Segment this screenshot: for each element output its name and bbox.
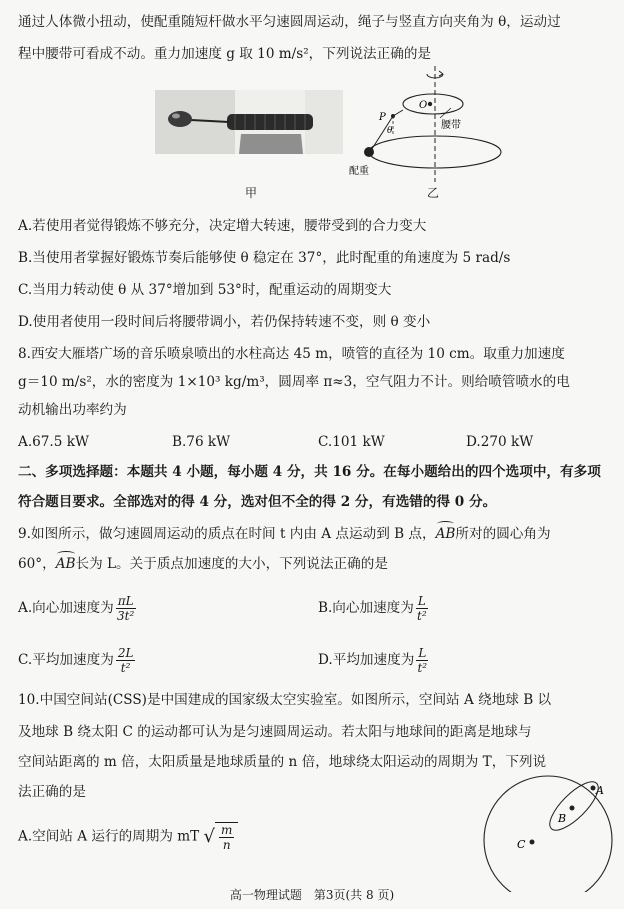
q10-a-numerator: m xyxy=(221,823,233,837)
q7-option-a: A.若使用者觉得锻炼不够充分，决定增大转速，腰带受到的合力变大 xyxy=(18,218,427,234)
q9-a-numerator: πL xyxy=(117,594,134,608)
label-B: B xyxy=(558,812,567,825)
q9-a-denominator: 3t² xyxy=(116,609,135,623)
q9-c-fraction xyxy=(116,646,136,675)
q9-a-label: A.向心加速度为 xyxy=(18,600,114,616)
label-belt: 腰带 xyxy=(441,120,461,131)
q7-option-b: B.当使用者掌握好锻炼节奏后能够使 θ 稳定在 37°，此时配重的角速度为 5 rad/s xyxy=(18,250,511,266)
section2-heading-line1: 二、多项选择题：本题共 4 小题，每小题 4 分，共 16 分。在每小题给出的四个选项中，有多项 xyxy=(18,464,601,480)
caption-right: 乙 xyxy=(427,186,440,200)
q9-b-denominator: t² xyxy=(417,609,427,623)
q8-option-d: D.270 kW xyxy=(466,434,534,450)
label-P: P xyxy=(379,112,386,123)
q8-stem-line3: 动机输出功率约为 xyxy=(18,402,127,418)
figure-diagram xyxy=(345,60,515,188)
q8-stem-line1: 8.西安大雁塔广场的音乐喷泉喷出的水柱高达 45 m，喷管的直径为 10 cm。取重力加速度 xyxy=(18,346,565,362)
q10-a-denominator: n xyxy=(222,838,231,852)
q10-option-a xyxy=(18,822,238,852)
label-weight: 配重 xyxy=(349,166,369,177)
q9-d-label: D.平均加速度为 xyxy=(318,652,415,668)
q9-stem-2b: 长为 L。关于质点加速度的大小，下列说法正确的是 xyxy=(75,556,388,572)
q8-stem-line2: g＝10 m/s²，水的密度为 1×10³ kg/m³，圆周率 π≈3，空气阻力不计。则给喷管喷水的电 xyxy=(18,374,570,390)
q9-stem-line2 xyxy=(18,554,388,574)
page-footer: 高一物理试题 第3页(共 8 页) xyxy=(229,888,395,902)
label-theta: θ xyxy=(387,126,393,136)
q7-option-c: C.当用力转动使 θ 从 37°增加到 53°时，配重运动的周期变大 xyxy=(18,282,392,298)
label-A: A xyxy=(596,784,604,797)
arc-ab-2: AB xyxy=(55,556,76,572)
q8-option-a: A.67.5 kW xyxy=(18,434,89,450)
q9-b-label: B.向心加速度为 xyxy=(318,600,414,616)
q10-a-sqrt: √ $\frac{m}{n}$ xyxy=(204,822,239,852)
q7-stem-line1: 通过人体微小扭动，使配重随短杆做水平匀速圆周运动，绳子与竖直方向夹角为 θ，运动过 xyxy=(18,14,561,30)
label-C: C xyxy=(517,838,526,851)
q9-option-b xyxy=(318,594,430,623)
label-O: O xyxy=(419,100,428,111)
q9-stem-1a: 9.如图所示，做匀速圆周运动的质点在时间 t 内由 A 点运动到 B 点， xyxy=(18,526,436,542)
q9-b-numerator: L xyxy=(417,594,426,608)
q9-option-d xyxy=(318,646,430,675)
q7-option-d: D.使用者使用一段时间后将腰带调小，若仍保持转速不变，则 θ 变小 xyxy=(18,314,431,330)
q9-c-label: C.平均加速度为 xyxy=(18,652,114,668)
q7-stem-line2: 程中腰带可看成不动。重力加速度 g 取 10 m/s²，下列说法正确的是 xyxy=(18,46,432,62)
arc-ab: AB xyxy=(435,526,456,542)
q9-a-fraction xyxy=(116,594,136,623)
q9-stem-1b: 所对的圆心角为 xyxy=(455,526,551,542)
q10-stem-line2: 及地球 B 绕太阳 C 的运动都可认为是匀速圆周运动。若太阳与地球间的距离是地球与 xyxy=(18,724,532,740)
q9-d-numerator: L xyxy=(418,646,427,660)
q9-d-denominator: t² xyxy=(417,661,428,675)
section2-heading-line2: 符合题目要求。全部选对的得 4 分，选对但不全的得 2 分，有选错的得 0 分。 xyxy=(18,494,497,510)
q8-option-b: B.76 kW xyxy=(172,434,231,450)
q10-stem-line4: 法正确的是 xyxy=(18,784,86,800)
q9-stem-2a: 60°， xyxy=(18,556,56,572)
q9-c-numerator: 2L xyxy=(117,646,134,660)
q10-stem-line3: 空间站距离的 m 倍，太阳质量是地球质量的 n 倍，地球绕太阳运动的周期为 T，下列说 xyxy=(18,754,547,770)
q10-stem-line1: 10.中国空间站(CSS)是中国建成的国家级太空实验室。如图所示，空间站 A 绕地球 B 以 xyxy=(18,692,552,708)
q9-c-denominator: t² xyxy=(120,661,131,675)
q10-a-fraction xyxy=(219,823,234,852)
caption-left: 甲 xyxy=(245,186,258,200)
orbit-diagram xyxy=(472,768,620,892)
q10-a-label: A.空间站 A 运行的周期为 mT xyxy=(18,828,200,845)
q9-stem-line1 xyxy=(18,524,551,544)
q9-option-c xyxy=(18,646,137,675)
figure-photo xyxy=(155,90,343,154)
q9-d-fraction xyxy=(416,646,428,675)
q9-b-fraction xyxy=(416,594,428,623)
q9-option-a xyxy=(18,594,138,623)
q8-option-c: C.101 kW xyxy=(318,434,385,450)
